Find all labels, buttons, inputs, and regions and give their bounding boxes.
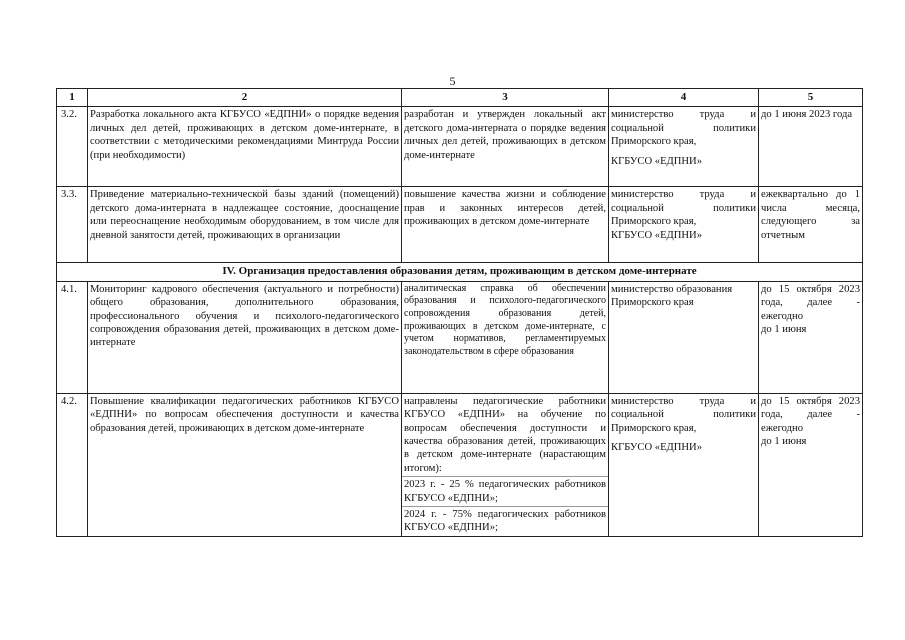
row-responsible <box>609 393 759 536</box>
header-col-1: 1 <box>57 89 88 107</box>
result-item: 2024 г. - 75% педагогических работников КГБУСО «ЕДПНИ»; <box>402 506 608 535</box>
result-text: направлены педагогические работники КГБУСО «ЕДПНИ» на обучение по вопросам обеспечения доступности и качества образования детей, проживающих в детском доме-интернате (нарастающим итогом): <box>404 395 606 474</box>
header-col-4: 4 <box>609 89 759 107</box>
row-responsible <box>609 281 759 393</box>
header-col-3: 3 <box>402 89 609 107</box>
responsible-line: КГБУСО «ЕДПНИ» <box>611 229 703 241</box>
table-header-row <box>57 89 863 107</box>
deadline-line: до 1 июня <box>761 436 807 448</box>
responsible-line: министерство труда и социальной политики Приморского края, <box>611 189 756 228</box>
row-result <box>402 393 609 536</box>
section-title: IV. Организация предоставления образования детям, проживающим в детском доме-интернате <box>57 263 863 281</box>
row-deadline: ежеквартально до 1 числа месяца, следующего за отчетным <box>759 187 863 263</box>
row-deadline <box>759 281 863 393</box>
responsible-line: министерство труда и социальной политики Приморского края, <box>611 109 756 148</box>
deadline-line: до 1 июня <box>761 324 807 336</box>
row-number: 4.2. <box>57 393 88 536</box>
row-result: повышение качества жизни и соблюдение прав и законных интересов детей, проживающих в детском доме-интернате <box>402 187 609 263</box>
row-responsible <box>609 187 759 263</box>
result-item: 2023 г. - 25 % педагогических работников КГБУСО «ЕДПНИ»; <box>402 476 608 505</box>
row-action: Повышение квалификации педагогических работников КГБУСО «ЕДПНИ» по вопросам обеспечения доступности и качества образования детей, проживающих в детском доме-интернате <box>88 393 402 536</box>
row-action: Разработка локального акта КГБУСО «ЕДПНИ» о порядке ведения личных дел детей, проживающих в детском доме-интернате, в соответствии с методическими рекомендациями Минтруда России (при необходимости) <box>88 107 402 187</box>
row-number: 4.1. <box>57 281 88 393</box>
row-responsible <box>609 107 759 187</box>
responsible-line: КГБУСО «ЕДПНИ» <box>611 442 703 454</box>
responsible-line: министерство труда и социальной политики Приморского края, <box>611 395 756 434</box>
page-number: 5 <box>449 74 456 88</box>
responsible-line: министерство образования Приморского края <box>611 283 733 309</box>
deadline-line: до 15 октября 2023 года, далее - ежегодно <box>761 395 860 434</box>
row-number: 3.2. <box>57 107 88 187</box>
row-deadline <box>759 393 863 536</box>
row-number: 3.3. <box>57 187 88 263</box>
responsible-line: КГБУСО «ЕДПНИ» <box>611 155 703 167</box>
table-row <box>57 393 863 536</box>
header-col-5: 5 <box>759 89 863 107</box>
deadline-line: до 15 октября 2023 года, далее - ежегодно <box>761 283 860 322</box>
row-result: разработан и утвержден локальный акт детского дома-интерната о порядке ведения личных дел детей, проживающих в детском доме-интернате <box>402 107 609 187</box>
table-row <box>57 107 863 187</box>
row-action: Мониторинг кадрового обеспечения (актуального и потребности) общего образования, дополнительного образования, профессионального обучения и психолого-педагогического сопровождения образования детей, проживающих в детском доме-интернате <box>88 281 402 393</box>
row-result: аналитическая справка об обеспечении образования и психолого-педагогического сопровождения образования детей, проживающих в детском доме-интернате, с учетом нормативов, регламентируемых законодательством в сфере образования <box>402 281 609 393</box>
table-row <box>57 187 863 263</box>
plan-table <box>56 88 863 537</box>
section-row <box>57 263 863 281</box>
header-col-2: 2 <box>88 89 402 107</box>
row-deadline: до 1 июня 2023 года <box>759 107 863 187</box>
table-row <box>57 281 863 393</box>
row-action: Приведение материально-технической базы зданий (помещений) детского дома-интерната в надлежащее состояние, дооснащение или переоснащение необходимым оборудованием, в том числе для дневной занятости детей, проживающих в организации <box>88 187 402 263</box>
